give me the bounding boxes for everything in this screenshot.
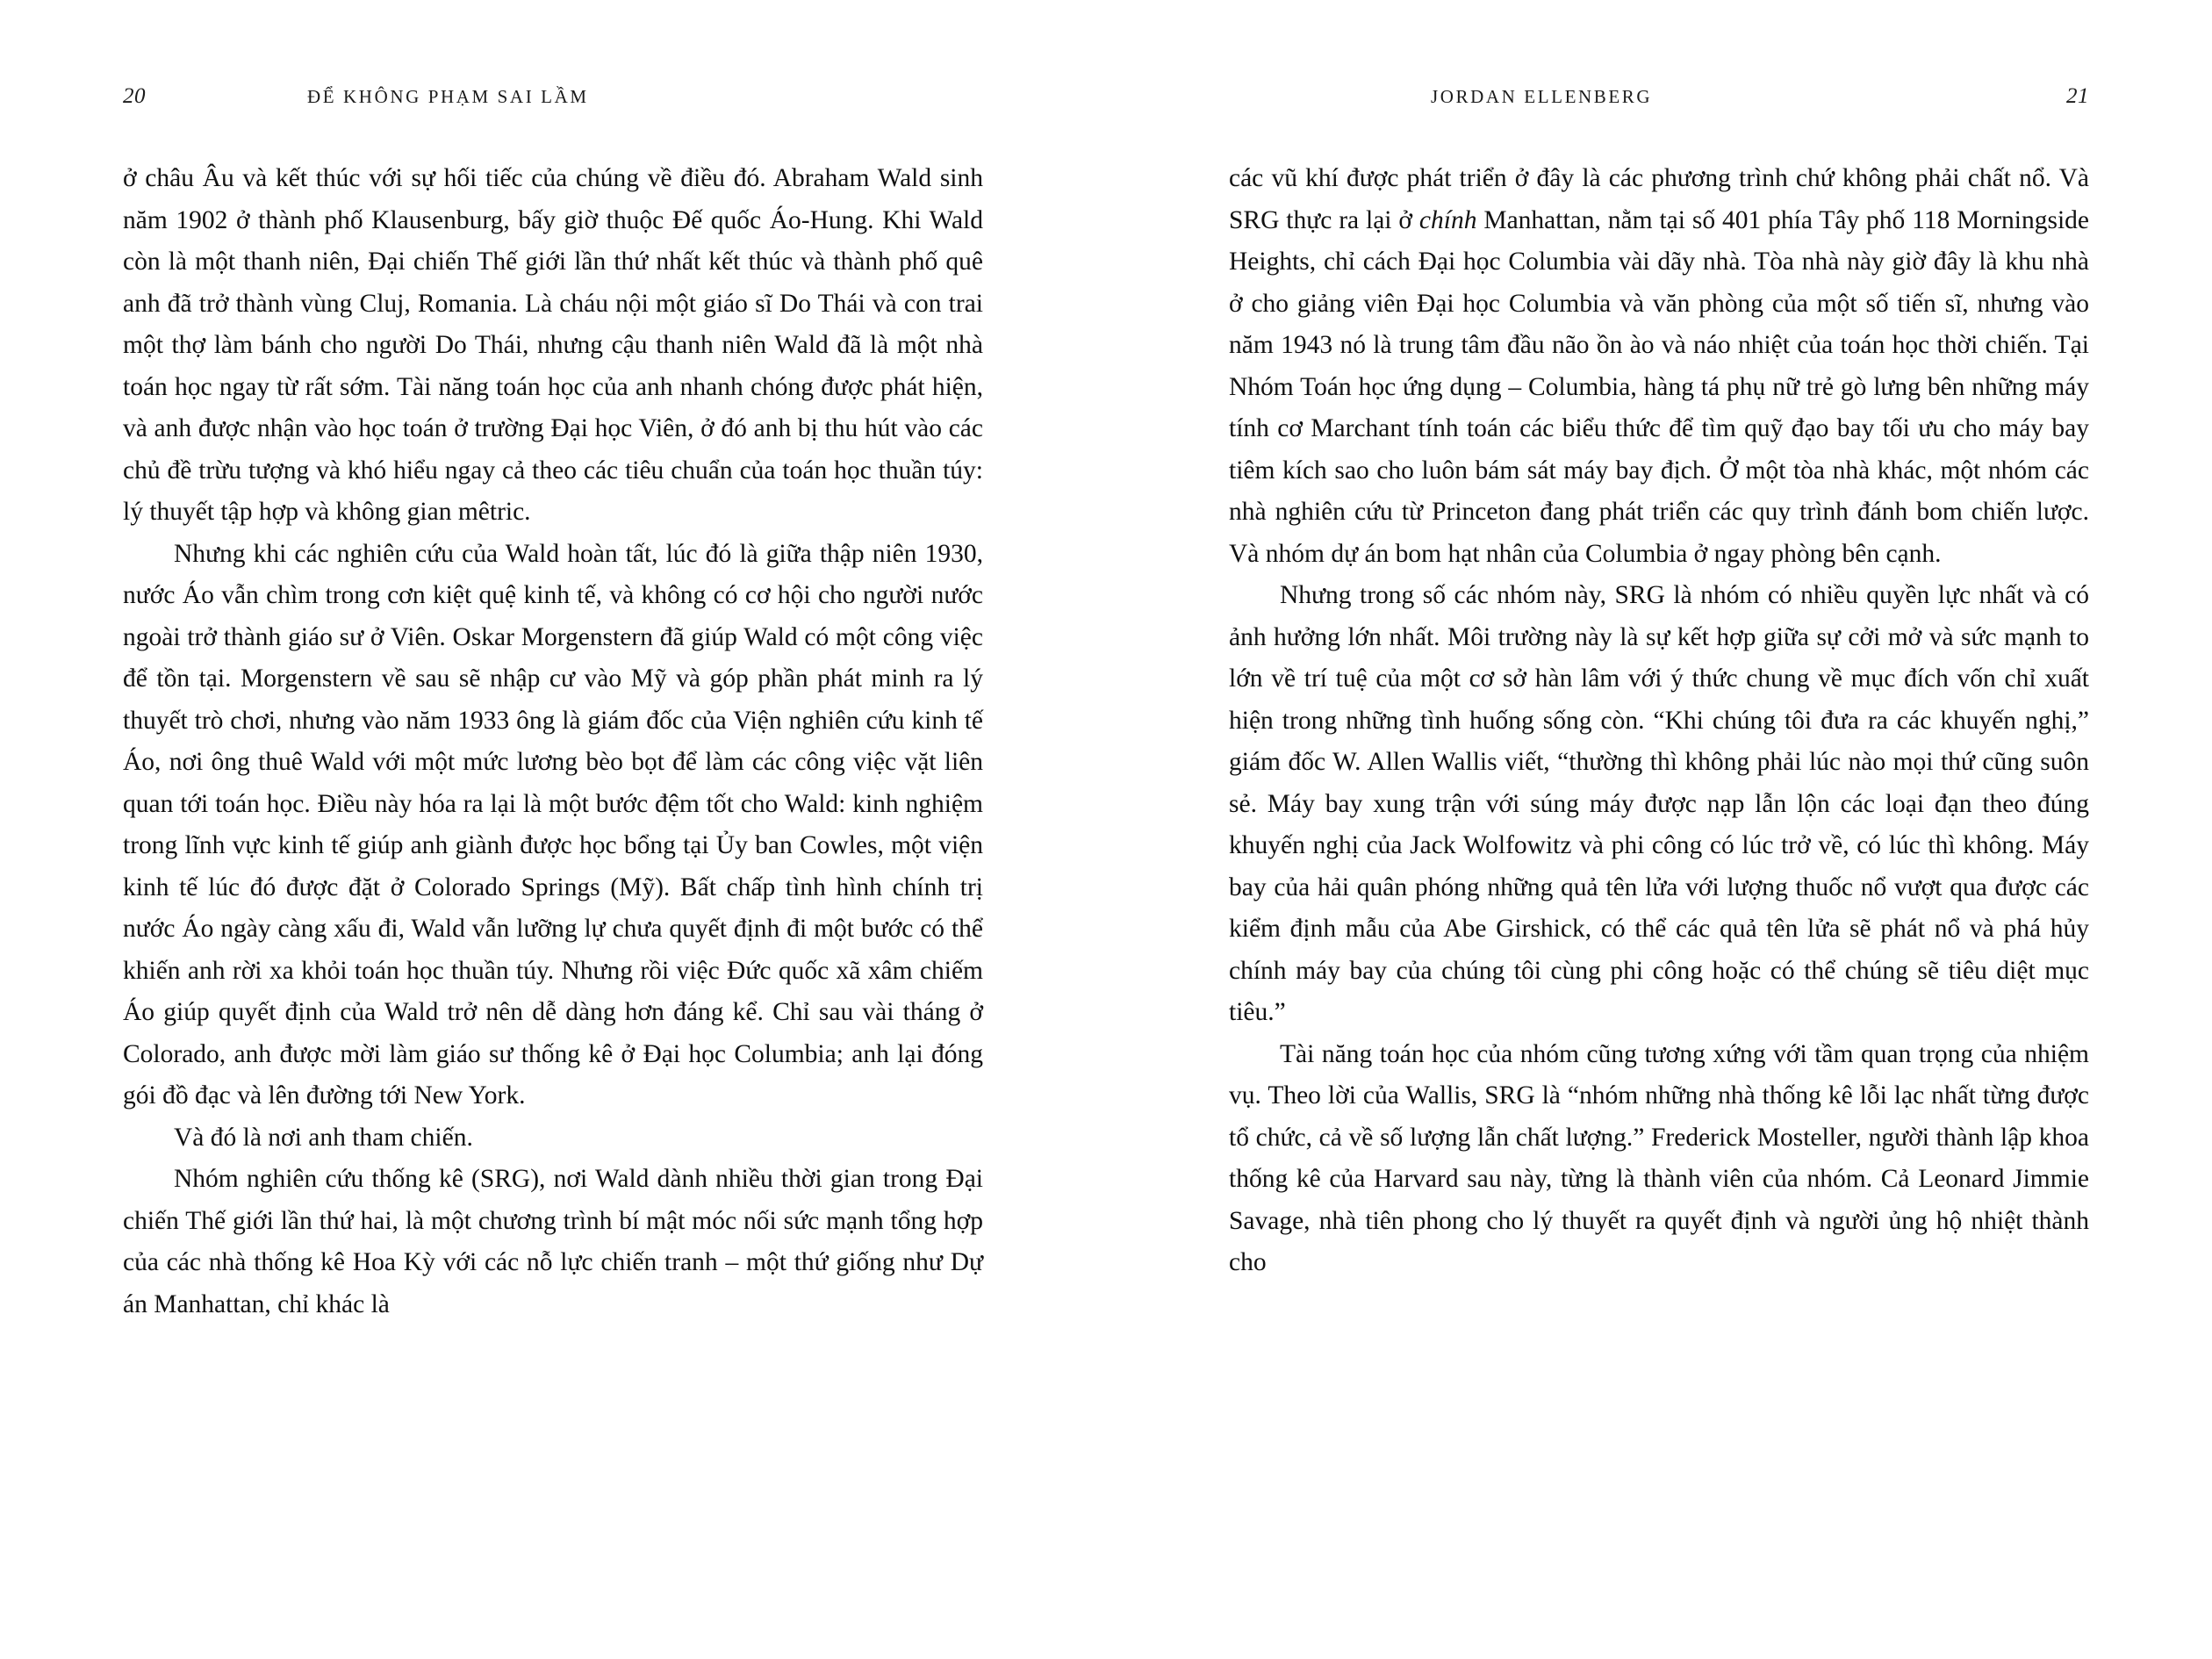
paragraph: Nhóm nghiên cứu thống kê (SRG), nơi Wald dành nhiều thời gian trong Đại chiến Thế giới lần thứ hai, là một chương trình bí mật móc nối sức mạnh tổng hợp của các nhà thống kê Hoa Kỳ với các nỗ lực chiến tranh – một thứ giống như Dự án Manhattan, chỉ khác là [123,1165,983,1318]
right-header-title: JORDAN ELLENBERG [1431,86,1653,107]
left-page-number: 20 [123,84,146,108]
paragraph: ở châu Âu và kết thúc với sự hối tiếc của chúng về điều đó. Abraham Wald sinh năm 1902 ở thành phố Klausenburg, bấy giờ thuộc Đế quốc Áo-Hung. Khi Wald còn là một thanh niên, Đại chiến Thế giới lần thứ nhất kết thúc và thành phố quê anh đã trở thành vùng Cluj, Romania. Là cháu nội một giáo sĩ Do Thái và con trai một thợ làm bánh cho người Do Thái, nhưng cậu thanh niên Wald đã là một nhà toán học ngay từ rất sớm. Tài năng toán học của anh nhanh chóng được phát hiện, và anh được nhận vào học toán ở trường Đại học Viên, ở đó anh bị thu hút vào các chủ đề trừu tượng và khó hiểu ngay cả theo các tiêu chuẩn của toán học thuần túy: lý thuyết tập hợp và không gian mêtric. [123,164,983,526]
left-running-head [123,84,983,119]
paragraph: Nhưng trong số các nhóm này, SRG là nhóm có nhiều quyền lực nhất và có ảnh hưởng lớn nhất. Môi trường này là sự kết hợp giữa sự cởi mở và sức mạnh to lớn về trí tuệ của một cơ sở hàn lâm với ý thức chung về mục đích vốn chỉ xuất hiện trong những tình huống sống còn. “Khi chúng tôi đưa ra các khuyến nghị,” giám đốc W. Allen Wallis viết, “thường thì không phải lúc nào mọi thứ cũng suôn sẻ. Máy bay xung trận với súng máy được nạp lẫn lộn các loại đạn theo đúng khuyến nghị của Jack Wolfowitz và phi công có lúc trở về, có lúc thì không. Máy bay của hải quân phóng những quả tên lửa với lượng thuốc nổ vượt qua được các kiểm định mẫu của Abe Girshick, có thể các quả tên lửa sẽ phát nổ và phá hủy chính máy bay của chúng tôi cùng phi công hoặc có thể chúng sẽ tiêu diệt mục tiêu.” [1229,581,2089,1026]
right-running-head [1229,84,2089,119]
left-header-title: ĐỂ KHÔNG PHẠM SAI LẦM [307,86,589,107]
right-page [1229,84,2089,1589]
paragraph: các vũ khí được phát triển ở đây là các phương trình chứ không phải chất nổ. Và SRG thực ra lại ở chính Manhattan, nằm tại số 401 phía Tây phố 118 Morningside Heights, chỉ cách Đại học Columbia vài dãy nhà. Tòa nhà này giờ đây là khu nhà ở cho giảng viên Đại học Columbia và văn phòng của một số tiến sĩ, nhưng vào năm 1943 nó là trung tâm đầu não ồn ào và náo nhiệt của toán học thời chiến. Tại Nhóm Toán học ứng dụng – Columbia, hàng tá phụ nữ trẻ gò lưng bên những máy tính cơ Marchant tính toán các biểu thức để tìm quỹ đạo bay tối ưu cho máy bay tiêm kích sao cho luôn bám sát máy bay địch. Ở một tòa nhà khác, một nhóm các nhà nghiên cứu từ Princeton đang phát triển các quy trình đánh bom chiến lược. Và nhóm dự án bom hạt nhân của Columbia ở ngay phòng bên cạnh. [1229,164,2090,568]
right-body-text [1229,158,2089,1284]
left-body-text [123,158,983,1325]
paragraph: Và đó là nơi anh tham chiến. [174,1123,473,1152]
right-page-number: 21 [2066,84,2089,108]
paragraph: Nhưng khi các nghiên cứu của Wald hoàn tất, lúc đó là giữa thập niên 1930, nước Áo vẫn chìm trong cơn kiệt quệ kinh tế, và không có cơ hội cho người nước ngoài trở thành giáo sư ở Viên. Oskar Morgenstern đã giúp Wald có một công việc để tồn tại. Morgenstern về sau sẽ nhập cư vào Mỹ và góp phần phát minh ra lý thuyết trò chơi, nhưng vào năm 1933 ông là giám đốc của Viện nghiên cứu kinh tế Áo, nơi ông thuê Wald với một mức lương bèo bọt để làm các công việc vặt liên quan tới toán học. Điều này hóa ra lại là một bước đệm tốt cho Wald: kinh nghiệm trong lĩnh vực kinh tế giúp anh giành được học bổng tại Ủy ban Cowles, một viện kinh tế lúc đó được đặt ở Colorado Springs (Mỹ). Bất chấp tình hình chính trị nước Áo ngày càng xấu đi, Wald vẫn lưỡng lự chưa quyết định đi một bước có thể khiến anh rời xa khỏi toán học thuần túy. Nhưng rồi việc Đức quốc xã xâm chiếm Áo giúp quyết định của Wald trở nên dễ dàng hơn đáng kể. Chỉ sau vài tháng ở Colorado, anh được mời làm giáo sư thống kê ở Đại học Columbia; anh lại đóng gói đồ đạc và lên đường tới New York. [123,539,983,1110]
left-page [123,84,983,1589]
paragraph: Tài năng toán học của nhóm cũng tương xứng với tầm quan trọng của nhiệm vụ. Theo lời của Wallis, SRG là “nhóm những nhà thống kê lỗi lạc nhất từng được tổ chức, cả về số lượng lẫn chất lượng.” Frederick Mosteller, người thành lập khoa thống kê của Harvard sau này, từng là thành viên của nhóm. Cả Leonard Jimmie Savage, nhà tiên phong cho lý thuyết ra quyết định và người ủng hộ nhiệt thành cho [1229,1039,2089,1276]
